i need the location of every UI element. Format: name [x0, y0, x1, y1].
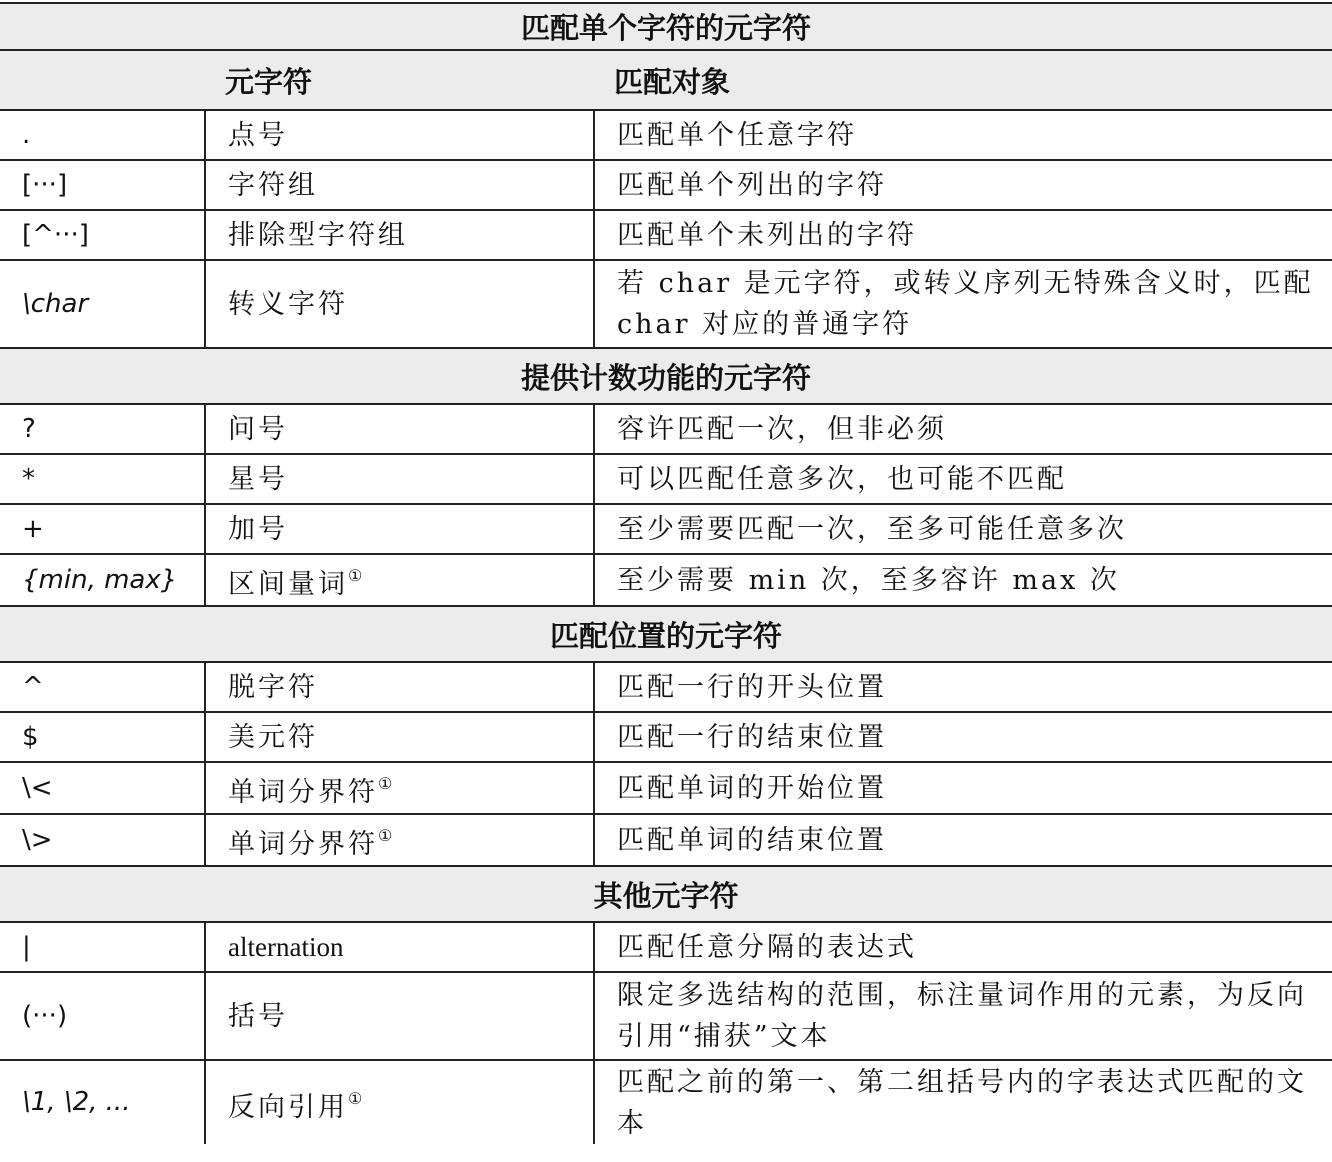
table-row [0, 922, 1332, 972]
symbol-cell: * [0, 454, 205, 504]
table-row [0, 712, 1332, 762]
table-row [0, 662, 1332, 712]
desc-cell: 可以匹配任意多次，也可能不匹配 [594, 454, 1332, 504]
desc-cell: 匹配一行的开头位置 [594, 662, 1332, 712]
name-cell [205, 554, 594, 606]
table-row [0, 110, 1332, 160]
section-title-row [0, 606, 1332, 662]
desc-cell: 若 char 是元字符，或转义序列无特殊含义时，匹配 char 对应的普通字符 [594, 260, 1332, 348]
name-cell [205, 762, 594, 814]
symbol-cell: {min, max} [0, 554, 205, 606]
desc-cell: 匹配单个未列出的字符 [594, 210, 1332, 260]
footnote-marker: ① [378, 774, 393, 793]
desc-cell: 匹配单个列出的字符 [594, 160, 1332, 210]
name-cell: 星号 [205, 454, 594, 504]
name-cell: 括号 [205, 972, 594, 1060]
name-cell: 问号 [205, 404, 594, 454]
table-row [0, 554, 1332, 606]
footnote-marker: ① [378, 826, 393, 845]
table-row [0, 814, 1332, 866]
name-text: 单词分界符 [228, 829, 378, 860]
table-row [0, 504, 1332, 554]
metachar-table [0, 4, 1332, 1144]
name-cell: 转义字符 [205, 260, 594, 348]
name-cell: alternation [205, 922, 594, 972]
table-row [0, 404, 1332, 454]
table-header-row [0, 50, 1332, 110]
table-row [0, 1060, 1332, 1144]
header-metachar: 元字符 [205, 50, 594, 110]
desc-cell: 匹配单词的结束位置 [594, 814, 1332, 866]
name-cell: 加号 [205, 504, 594, 554]
table-row [0, 454, 1332, 504]
section-title: 其他元字符 [0, 866, 1332, 922]
symbol-cell: [···] [0, 160, 205, 210]
footnote-marker: ① [348, 566, 363, 585]
name-cell: 脱字符 [205, 662, 594, 712]
table-row [0, 762, 1332, 814]
symbol-cell: ^ [0, 662, 205, 712]
desc-cell: 匹配一行的结束位置 [594, 712, 1332, 762]
name-cell: 字符组 [205, 160, 594, 210]
symbol-cell: + [0, 504, 205, 554]
desc-cell: 匹配单个任意字符 [594, 110, 1332, 160]
desc-cell: 限定多选结构的范围，标注量词作用的元素，为反向引用“捕获”文本 [594, 972, 1332, 1060]
symbol-cell: ? [0, 404, 205, 454]
section-title-row [0, 348, 1332, 404]
header-blank [0, 50, 205, 110]
symbol-cell: \< [0, 762, 205, 814]
footnote-marker: ① [348, 1088, 363, 1108]
name-cell [205, 814, 594, 866]
section-title: 提供计数功能的元字符 [0, 348, 1332, 404]
symbol-cell: (···) [0, 972, 205, 1060]
name-text: 单词分界符 [228, 777, 378, 808]
desc-cell: 至少需要 min 次，至多容许 max 次 [594, 554, 1332, 606]
section-title-row [0, 4, 1332, 50]
symbol-cell: $ [0, 712, 205, 762]
section-title: 匹配单个字符的元字符 [0, 4, 1332, 50]
desc-cell: 匹配之前的第一、第二组括号内的字表达式匹配的文本 [617, 1066, 1307, 1139]
desc-cell: 容许匹配一次，但非必须 [594, 404, 1332, 454]
table-row [0, 160, 1332, 210]
symbol-cell: \> [0, 814, 205, 866]
symbol-cell: \1, \2, ... [0, 1060, 205, 1144]
symbol-cell: \char [0, 260, 205, 348]
symbol-cell: [^···] [0, 210, 205, 260]
name-cell: 美元符 [205, 712, 594, 762]
table-row [0, 972, 1332, 1060]
name-cell: 点号 [205, 110, 594, 160]
symbol-cell: | [0, 922, 205, 972]
desc-cell: 匹配单词的开始位置 [594, 762, 1332, 814]
symbol-cell: . [0, 110, 205, 160]
name-text: 反向引用 [228, 1091, 348, 1123]
name-text: 区间量词 [228, 569, 348, 600]
header-match-target: 匹配对象 [594, 50, 1332, 110]
section-title-row [0, 866, 1332, 922]
table-row [0, 210, 1332, 260]
desc-cell: 匹配任意分隔的表达式 [594, 922, 1332, 972]
table-row [0, 260, 1332, 348]
name-cell: 排除型字符组 [205, 210, 594, 260]
desc-cell: 至少需要匹配一次，至多可能任意多次 [594, 504, 1332, 554]
name-cell [205, 1060, 594, 1144]
section-title: 匹配位置的元字符 [0, 606, 1332, 662]
